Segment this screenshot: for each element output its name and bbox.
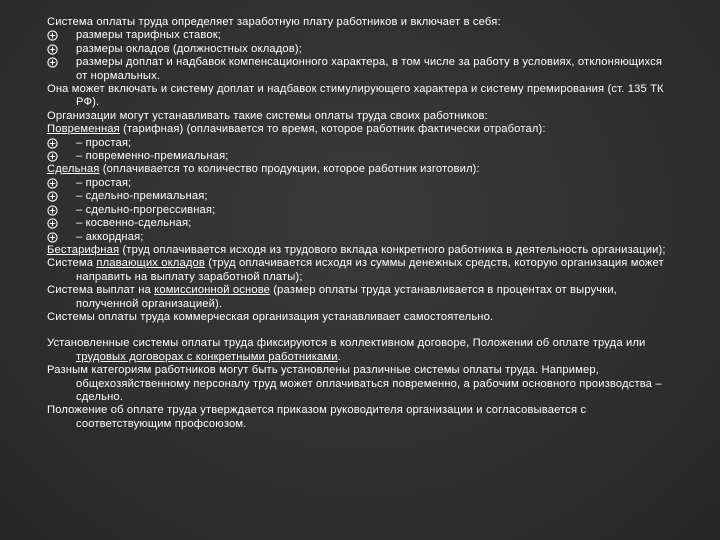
paragraph-gap bbox=[47, 324, 667, 337]
circled-plus-icon bbox=[47, 151, 58, 162]
bullet-text: – простая; bbox=[76, 176, 132, 189]
commission-prefix: Система выплат на bbox=[47, 284, 155, 297]
established-text: Установленные системы оплаты труда фиксируются в коллективном договоре, Положении об оплате труда или bbox=[47, 337, 646, 350]
piece-rate-description: (оплачивается то количество продукции, которое работник изготовил): bbox=[99, 163, 480, 176]
intro-bullet-list bbox=[47, 29, 667, 83]
bullet-item bbox=[47, 190, 667, 203]
bullet-text: – аккордная; bbox=[76, 230, 144, 243]
regulation-text: Положение об оплате труда утверждается приказом руководителя организации и согласовывается с соответствующим профсоюзом. bbox=[47, 404, 587, 430]
tariffless-description: (труд оплачивается исходя из трудового вклада конкретного работника в деятельность организации); bbox=[119, 243, 666, 256]
circled-plus-icon bbox=[47, 44, 58, 55]
floating-salary-term: плавающих окладов bbox=[96, 257, 206, 270]
established-end: . bbox=[337, 350, 341, 363]
bullet-text: – косвенно-сдельная; bbox=[76, 217, 192, 230]
circled-plus-icon bbox=[47, 232, 58, 243]
tariffless-term: Бестарифная bbox=[47, 243, 120, 256]
bullet-item bbox=[47, 137, 667, 150]
circled-plus-icon bbox=[47, 191, 58, 202]
bullet-text: размеры окладов (должностных окладов); bbox=[76, 42, 303, 55]
piece-rate-heading bbox=[47, 163, 667, 176]
tariffless-paragraph bbox=[47, 244, 667, 257]
bullet-item bbox=[47, 29, 667, 42]
bullet-item bbox=[47, 177, 667, 190]
floating-salary-prefix: Система bbox=[47, 257, 97, 270]
circled-plus-icon bbox=[47, 218, 58, 229]
commission-paragraph bbox=[47, 284, 667, 311]
circled-plus-icon bbox=[47, 205, 58, 216]
bullet-item bbox=[47, 150, 667, 163]
intro-text: Система оплаты труда определяет заработную плату работников и включает в себя: bbox=[47, 16, 501, 28]
time-based-heading bbox=[47, 123, 667, 136]
bullet-text: – простая; bbox=[76, 136, 132, 149]
bullet-text: размеры тарифных ставок; bbox=[76, 29, 222, 42]
floating-salary-description: (труд оплачивается исходя из суммы денежных средств, которую организация может направить на выплату заработной платы); bbox=[76, 257, 664, 283]
piece-rate-term: Сдельная bbox=[47, 163, 100, 176]
bullet-item bbox=[47, 43, 667, 56]
circled-plus-icon bbox=[47, 138, 58, 149]
incentive-text: Она может включать и систему доплат и надбавок стимулирующего характера и систему премирования (ст. 135 ТК РФ). bbox=[47, 83, 664, 109]
circled-plus-icon bbox=[47, 30, 58, 41]
bullet-text: – сдельно-премиальная; bbox=[76, 190, 208, 203]
commercial-text: Системы оплаты труда коммерческая организация устанавливает самостоятельно. bbox=[47, 310, 494, 323]
time-based-term: Повременная bbox=[47, 123, 120, 136]
time-based-bullet-list bbox=[47, 137, 667, 164]
bullet-item bbox=[47, 204, 667, 217]
circled-plus-icon bbox=[47, 57, 58, 68]
circled-plus-icon bbox=[47, 178, 58, 189]
piece-rate-bullet-list bbox=[47, 177, 667, 244]
slide-content bbox=[47, 16, 667, 431]
established-paragraph bbox=[47, 337, 667, 364]
employment-contracts-link[interactable]: трудовых договорах с конкретными работниками bbox=[76, 350, 338, 363]
bullet-text: – сдельно-прогрессивная; bbox=[76, 203, 216, 216]
floating-salary-paragraph bbox=[47, 257, 667, 284]
bullet-item bbox=[47, 56, 667, 83]
categories-text: Разным категориям работников могут быть установлены различные системы оплаты труда. Например, общехозяйственному персоналу труд может оплачиваться повременно, а рабочим основного производства – сдельно. bbox=[47, 364, 662, 403]
bullet-text: размеры доплат и надбавок компенсационного характера, в том числе за работу в условиях, отклоняющихся от нормальных. bbox=[76, 56, 663, 82]
bullet-text: – повременно-премиальная; bbox=[76, 150, 229, 163]
commission-description: (размер оплаты труда устанавливается в процентах от выручки, полученной организацией). bbox=[76, 284, 617, 310]
bullet-item bbox=[47, 231, 667, 244]
time-based-description: (тарифная) (оплачивается то время, которое работник фактически отработал): bbox=[119, 123, 546, 136]
orgs-text: Организации могут устанавливать такие системы оплаты труда своих работников: bbox=[47, 109, 488, 122]
commission-term: комиссионной основе bbox=[154, 284, 271, 297]
bullet-item bbox=[47, 217, 667, 230]
